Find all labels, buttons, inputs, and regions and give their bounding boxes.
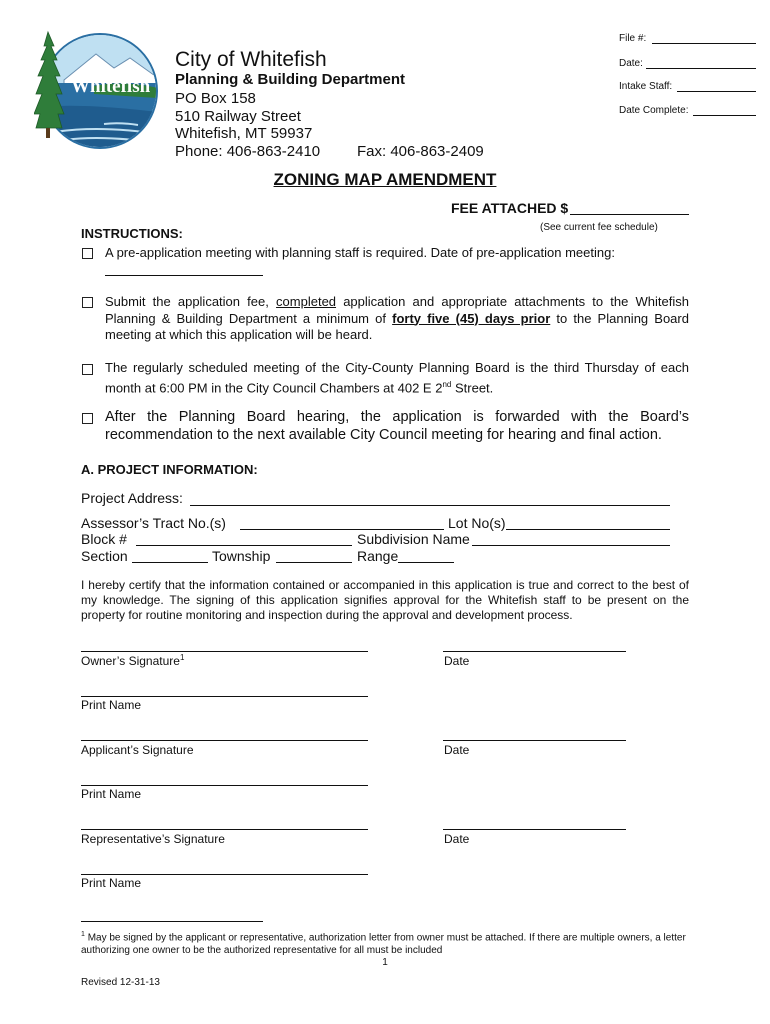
lot-field[interactable]: [506, 529, 670, 530]
instruction-city-council: After the Planning Board hearing, the application is forwarded with the Board’s recommendation to the next available City Council meeting for hearing and final action.: [105, 409, 689, 443]
instruction-board-sup: nd: [442, 379, 452, 389]
project-info-heading: A. PROJECT INFORMATION:: [81, 462, 258, 477]
checkbox-planning-board[interactable]: [82, 364, 93, 375]
instruction-pre-application: A pre-application meeting with planning staff is required. Date of pre-application meeting:: [105, 245, 615, 260]
date-complete-label: Date Complete:: [619, 105, 689, 116]
instruction-submit-text-e: to the Planning Board meeting at which this application will be heard.: [105, 310, 689, 342]
owner-signature-label: [81, 653, 184, 668]
fax-number: Fax: 406-863-2409: [357, 143, 484, 160]
owner-print-name-field[interactable]: [81, 696, 368, 697]
footnote-text: [81, 928, 689, 957]
subdivision-label: Subdivision Name: [357, 531, 470, 547]
township-label: Township: [212, 548, 271, 564]
logo-text-whitefish: Whitefish: [71, 76, 151, 97]
footnote-number: 1: [81, 931, 85, 938]
tract-label: Assessor’s Tract No.(s): [81, 515, 226, 531]
footnote-divider: [81, 921, 263, 922]
po-box: PO Box 158: [175, 90, 256, 107]
page-number: 1: [382, 957, 388, 968]
representative-print-name-field[interactable]: [81, 874, 368, 875]
instruction-planning-board: [105, 360, 689, 396]
city-seal-icon: [34, 28, 158, 154]
applicant-signature-label: Applicant’s Signature: [81, 743, 194, 757]
instruction-submit-text-completed: completed: [276, 294, 337, 309]
instructions-heading: INSTRUCTIONS:: [81, 226, 183, 241]
file-number-label: File #:: [619, 33, 647, 44]
lot-label: Lot No(s): [448, 515, 506, 531]
section-label: Section: [81, 548, 128, 564]
range-field[interactable]: [398, 562, 454, 563]
project-address-field[interactable]: [190, 505, 670, 506]
date-label: Date:: [619, 58, 643, 69]
tract-field[interactable]: [240, 529, 444, 530]
instruction-submit-application: [105, 294, 689, 344]
block-label: Block #: [81, 531, 127, 547]
section-field[interactable]: [132, 562, 208, 563]
checkbox-submit-application[interactable]: [82, 297, 93, 308]
file-number-field[interactable]: [652, 43, 756, 44]
instruction-submit-text-deadline: forty five (45) days prior: [392, 310, 551, 326]
checkbox-city-council[interactable]: [82, 413, 93, 424]
revised-date: Revised 12-31-13: [81, 977, 160, 988]
form-title: ZONING MAP AMENDMENT: [273, 170, 497, 189]
owner-date-field[interactable]: [443, 651, 626, 652]
block-field[interactable]: [136, 545, 352, 546]
representative-print-name-label: Print Name: [81, 876, 142, 890]
intake-staff-field[interactable]: [677, 91, 756, 92]
intake-staff-label: Intake Staff:: [619, 81, 673, 92]
city-name: City of Whitefish: [175, 48, 327, 71]
project-address-label: Project Address:: [81, 490, 183, 506]
applicant-signature-field[interactable]: [81, 740, 368, 741]
date-field[interactable]: [646, 68, 756, 69]
fee-schedule-note: (See current fee schedule): [540, 222, 658, 233]
instruction-submit-text-c: application and appropriate attachments to the Whitefish Planning & Building Department a minimum of: [105, 294, 689, 326]
owner-signature-field[interactable]: [81, 651, 368, 652]
pre-application-date-field[interactable]: [105, 275, 263, 276]
instruction-board-text-a: The regularly scheduled meeting of the City-County Planning Board is the third Thursday of each month at 6:00 PM in the City Council Chambers at 402 E 2: [105, 360, 689, 395]
applicant-date-label: Date: [444, 743, 470, 757]
representative-date-field[interactable]: [443, 829, 626, 830]
owner-date-label: Date: [444, 654, 470, 668]
applicant-date-field[interactable]: [443, 740, 626, 741]
street-address: 510 Railway Street: [175, 108, 301, 125]
range-label: Range: [357, 548, 399, 564]
fee-amount-field[interactable]: [570, 214, 689, 215]
owner-signature-text: Owner’s Signature: [81, 654, 180, 668]
fee-attached-label: FEE ATTACHED $: [451, 200, 569, 216]
logo-text-city-of: City of: [94, 64, 135, 79]
owner-print-name-label: Print Name: [81, 698, 142, 712]
representative-signature-label: Representative’s Signature: [81, 832, 225, 846]
instruction-board-text-b: Street.: [454, 379, 494, 395]
representative-date-label: Date: [444, 832, 470, 846]
footnote-body: May be signed by the applicant or representative, authorization letter from owner must be attached. If there are multiple owners, a letter authorizing one owner to be the authorized representative for all must be included: [81, 932, 686, 957]
representative-signature-field[interactable]: [81, 829, 368, 830]
subdivision-field[interactable]: [472, 545, 670, 546]
phone-number: Phone: 406-863-2410: [175, 143, 321, 160]
applicant-print-name-field[interactable]: [81, 785, 368, 786]
checkbox-pre-application[interactable]: [82, 248, 93, 259]
owner-signature-sup: 1: [179, 653, 185, 662]
township-field[interactable]: [276, 562, 352, 563]
date-complete-field[interactable]: [693, 115, 756, 116]
certification-text: I hereby certify that the information contained or accompanied in this application is true and correct to the best of my knowledge. The signing of this application signifies approval for the Whitefish staff to be present on the property for routine monitoring and inspection during the approval and development process.: [81, 578, 689, 622]
instruction-submit-text-a: Submit the application fee,: [105, 294, 269, 309]
city-logo: [34, 28, 158, 154]
department-name: Planning & Building Department: [175, 71, 406, 88]
applicant-print-name-label: Print Name: [81, 787, 142, 801]
city-state-zip: Whitefish, MT 59937: [175, 125, 313, 142]
